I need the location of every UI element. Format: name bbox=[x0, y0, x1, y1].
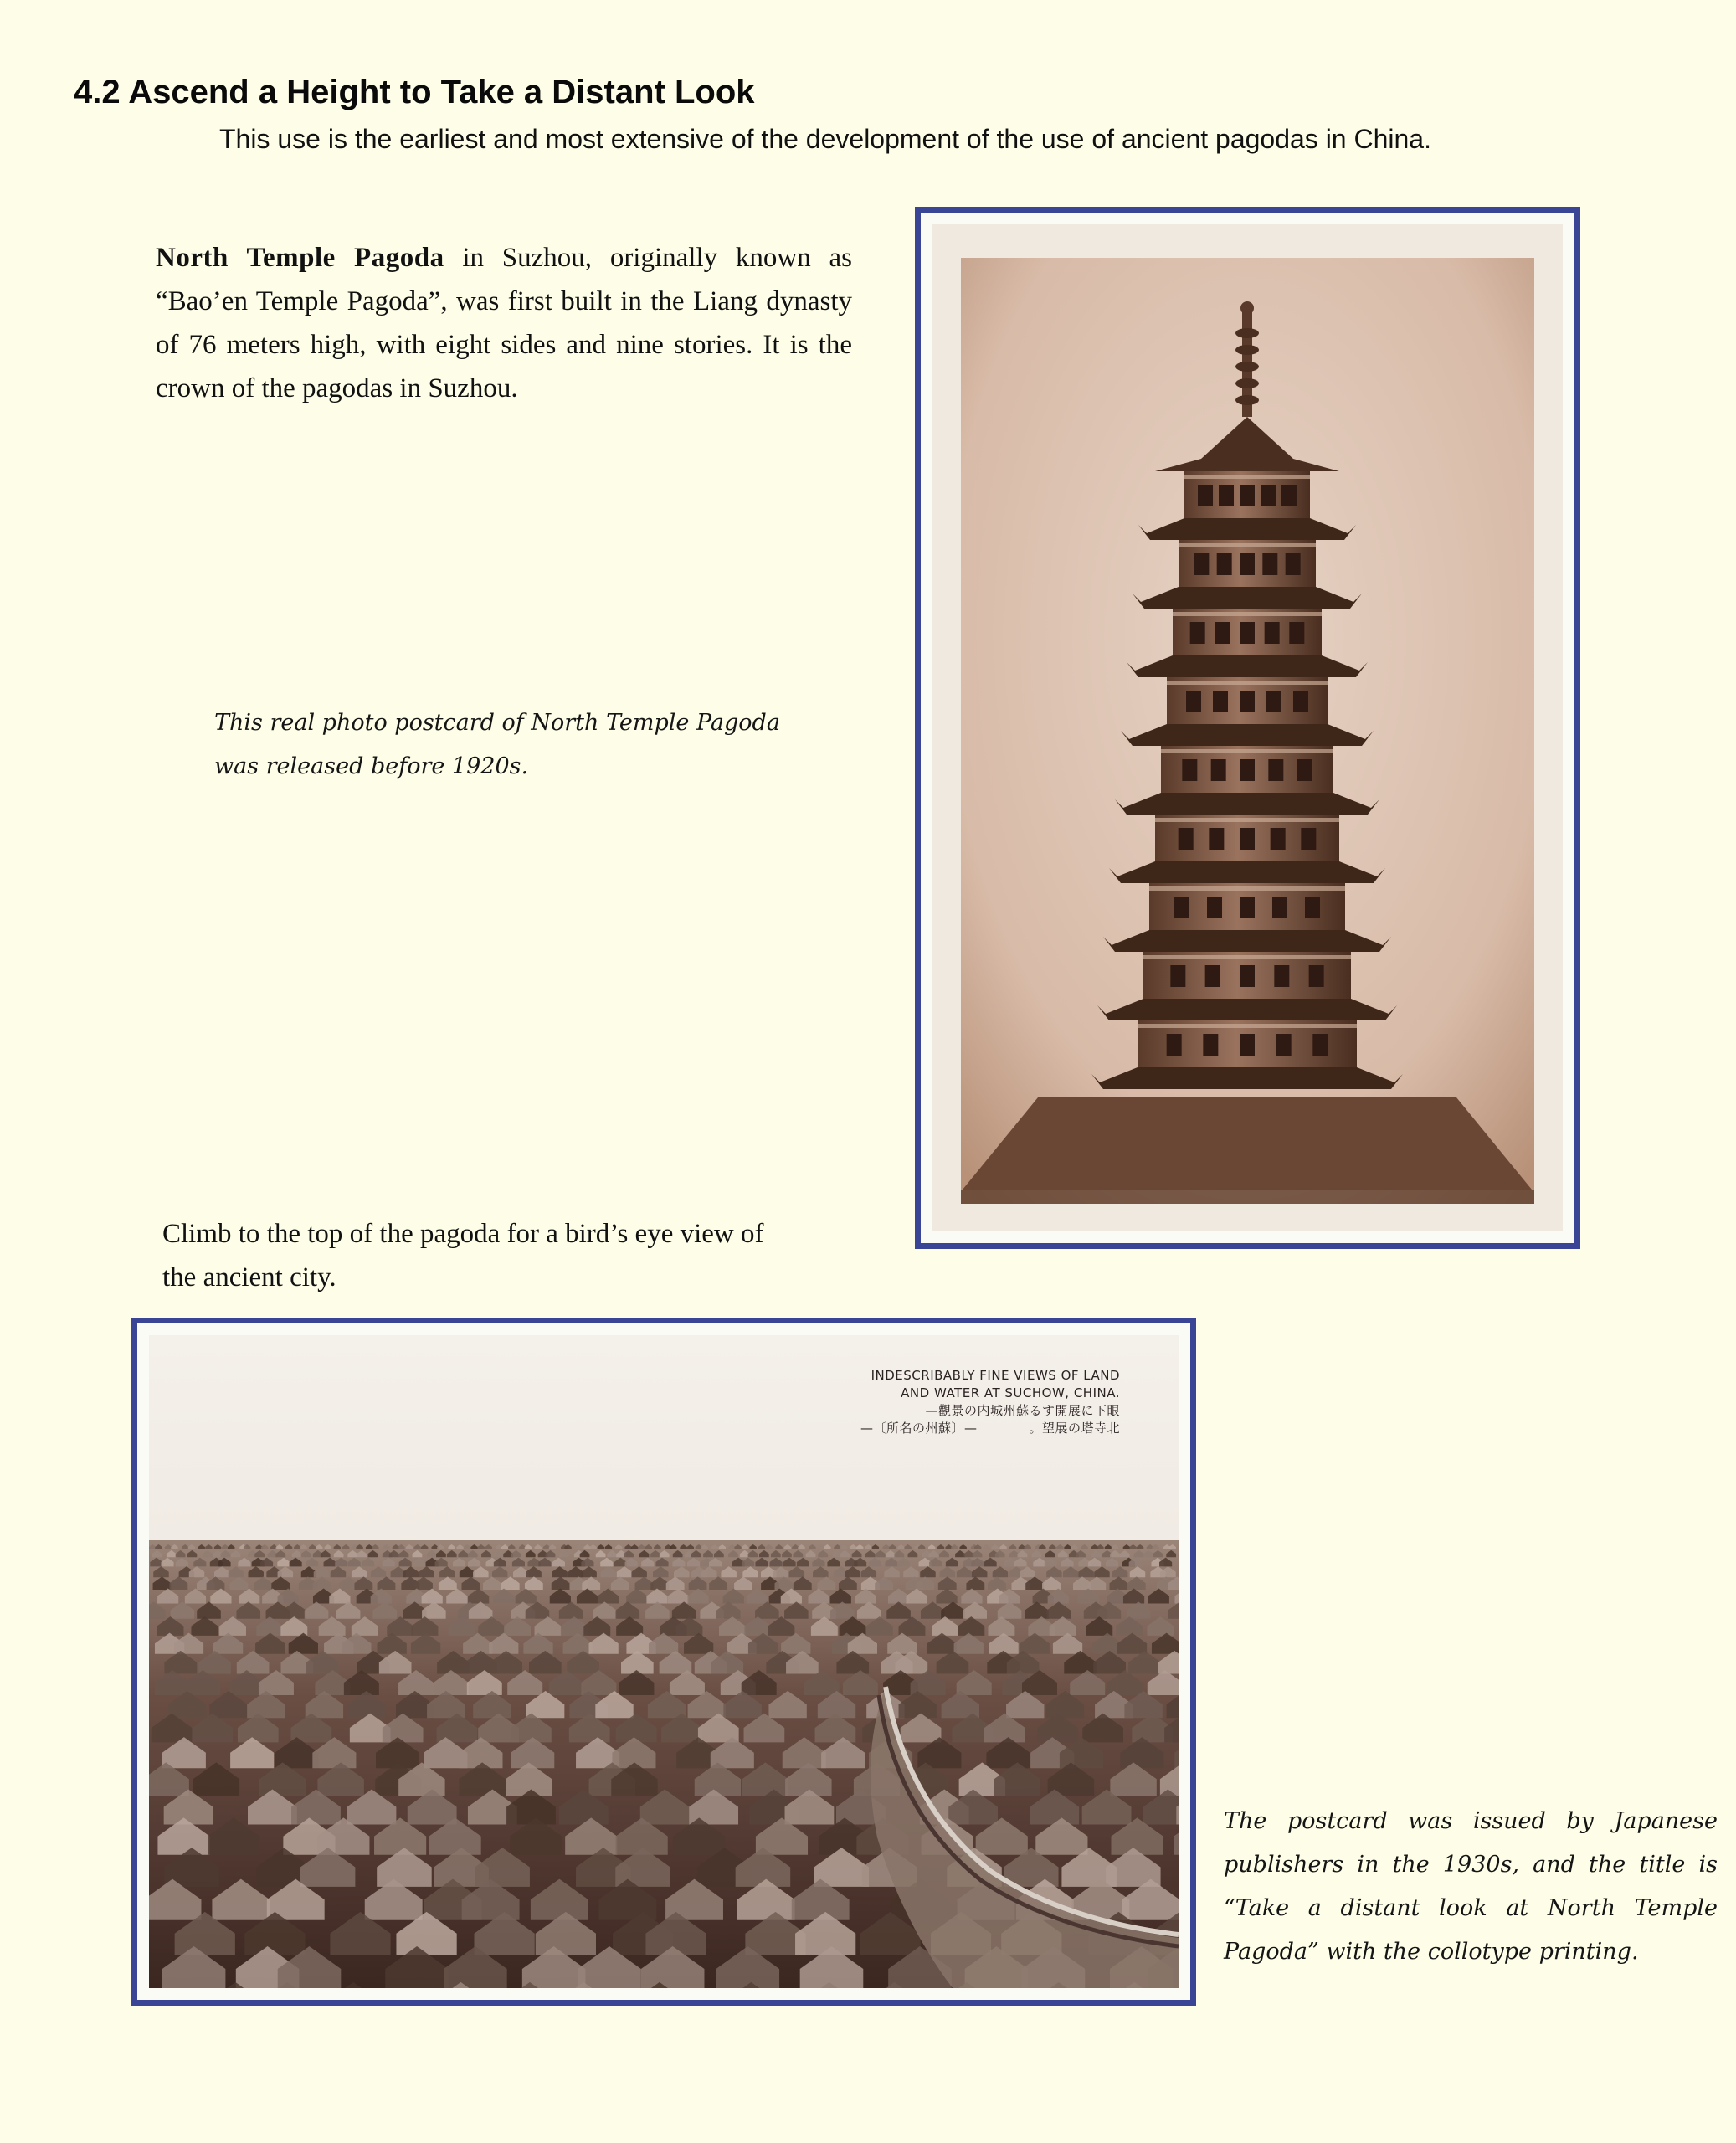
city-postcard-caption: The postcard was issued by Japanese publishers in the 1930s, and the title is “Take a distant look at North Temple Pagoda” with the collotype printing. bbox=[1224, 1808, 1718, 1965]
pagoda-postcard-frame bbox=[915, 207, 1580, 1249]
section-heading: 4.2 Ascend a Height to Take a Distant Look bbox=[74, 74, 755, 110]
birds-eye-view-text: Climb to the top of the pagoda for a bird’s eye view of the ancient city. bbox=[162, 1219, 764, 1292]
postcard-printed-title bbox=[685, 1367, 1120, 1437]
postcard-title-line-1: INDESCRIBABLY FINE VIEWS OF LAND bbox=[871, 1368, 1120, 1383]
intro-text: in Suzhou, originally known as “Bao’en Temple Pagoda”, was first built in the Liang dynasty of 76 meters high, with eight sides and nine stories. It is the crown of the pagodas in Suzhou. bbox=[156, 243, 852, 403]
intro-bold-term: North Temple Pagoda bbox=[156, 243, 444, 273]
postcard-title-line-2: AND WATER AT SUCHOW, CHINA. bbox=[901, 1385, 1120, 1400]
section-subtitle: This use is the earliest and most extensive of the development of the use of ancient pagodas in China. bbox=[219, 124, 1431, 154]
city-postcard-frame bbox=[131, 1318, 1196, 2006]
intro-paragraph bbox=[156, 236, 852, 410]
pagoda-postcard-photo bbox=[932, 224, 1563, 1231]
pagoda-postcard-caption: This real photo postcard of North Temple Pagoda was released before 1920s. bbox=[214, 710, 780, 779]
city-postcard-photo bbox=[149, 1335, 1179, 1988]
postcard-title-line-4: —〔所名の州蘇〕— 。望展の塔寺北 bbox=[860, 1421, 1120, 1436]
postcard-title-line-3: —觀景の内城州蘇るす開展に下眼 bbox=[925, 1403, 1120, 1418]
pagoda-photo-image bbox=[932, 224, 1563, 1231]
